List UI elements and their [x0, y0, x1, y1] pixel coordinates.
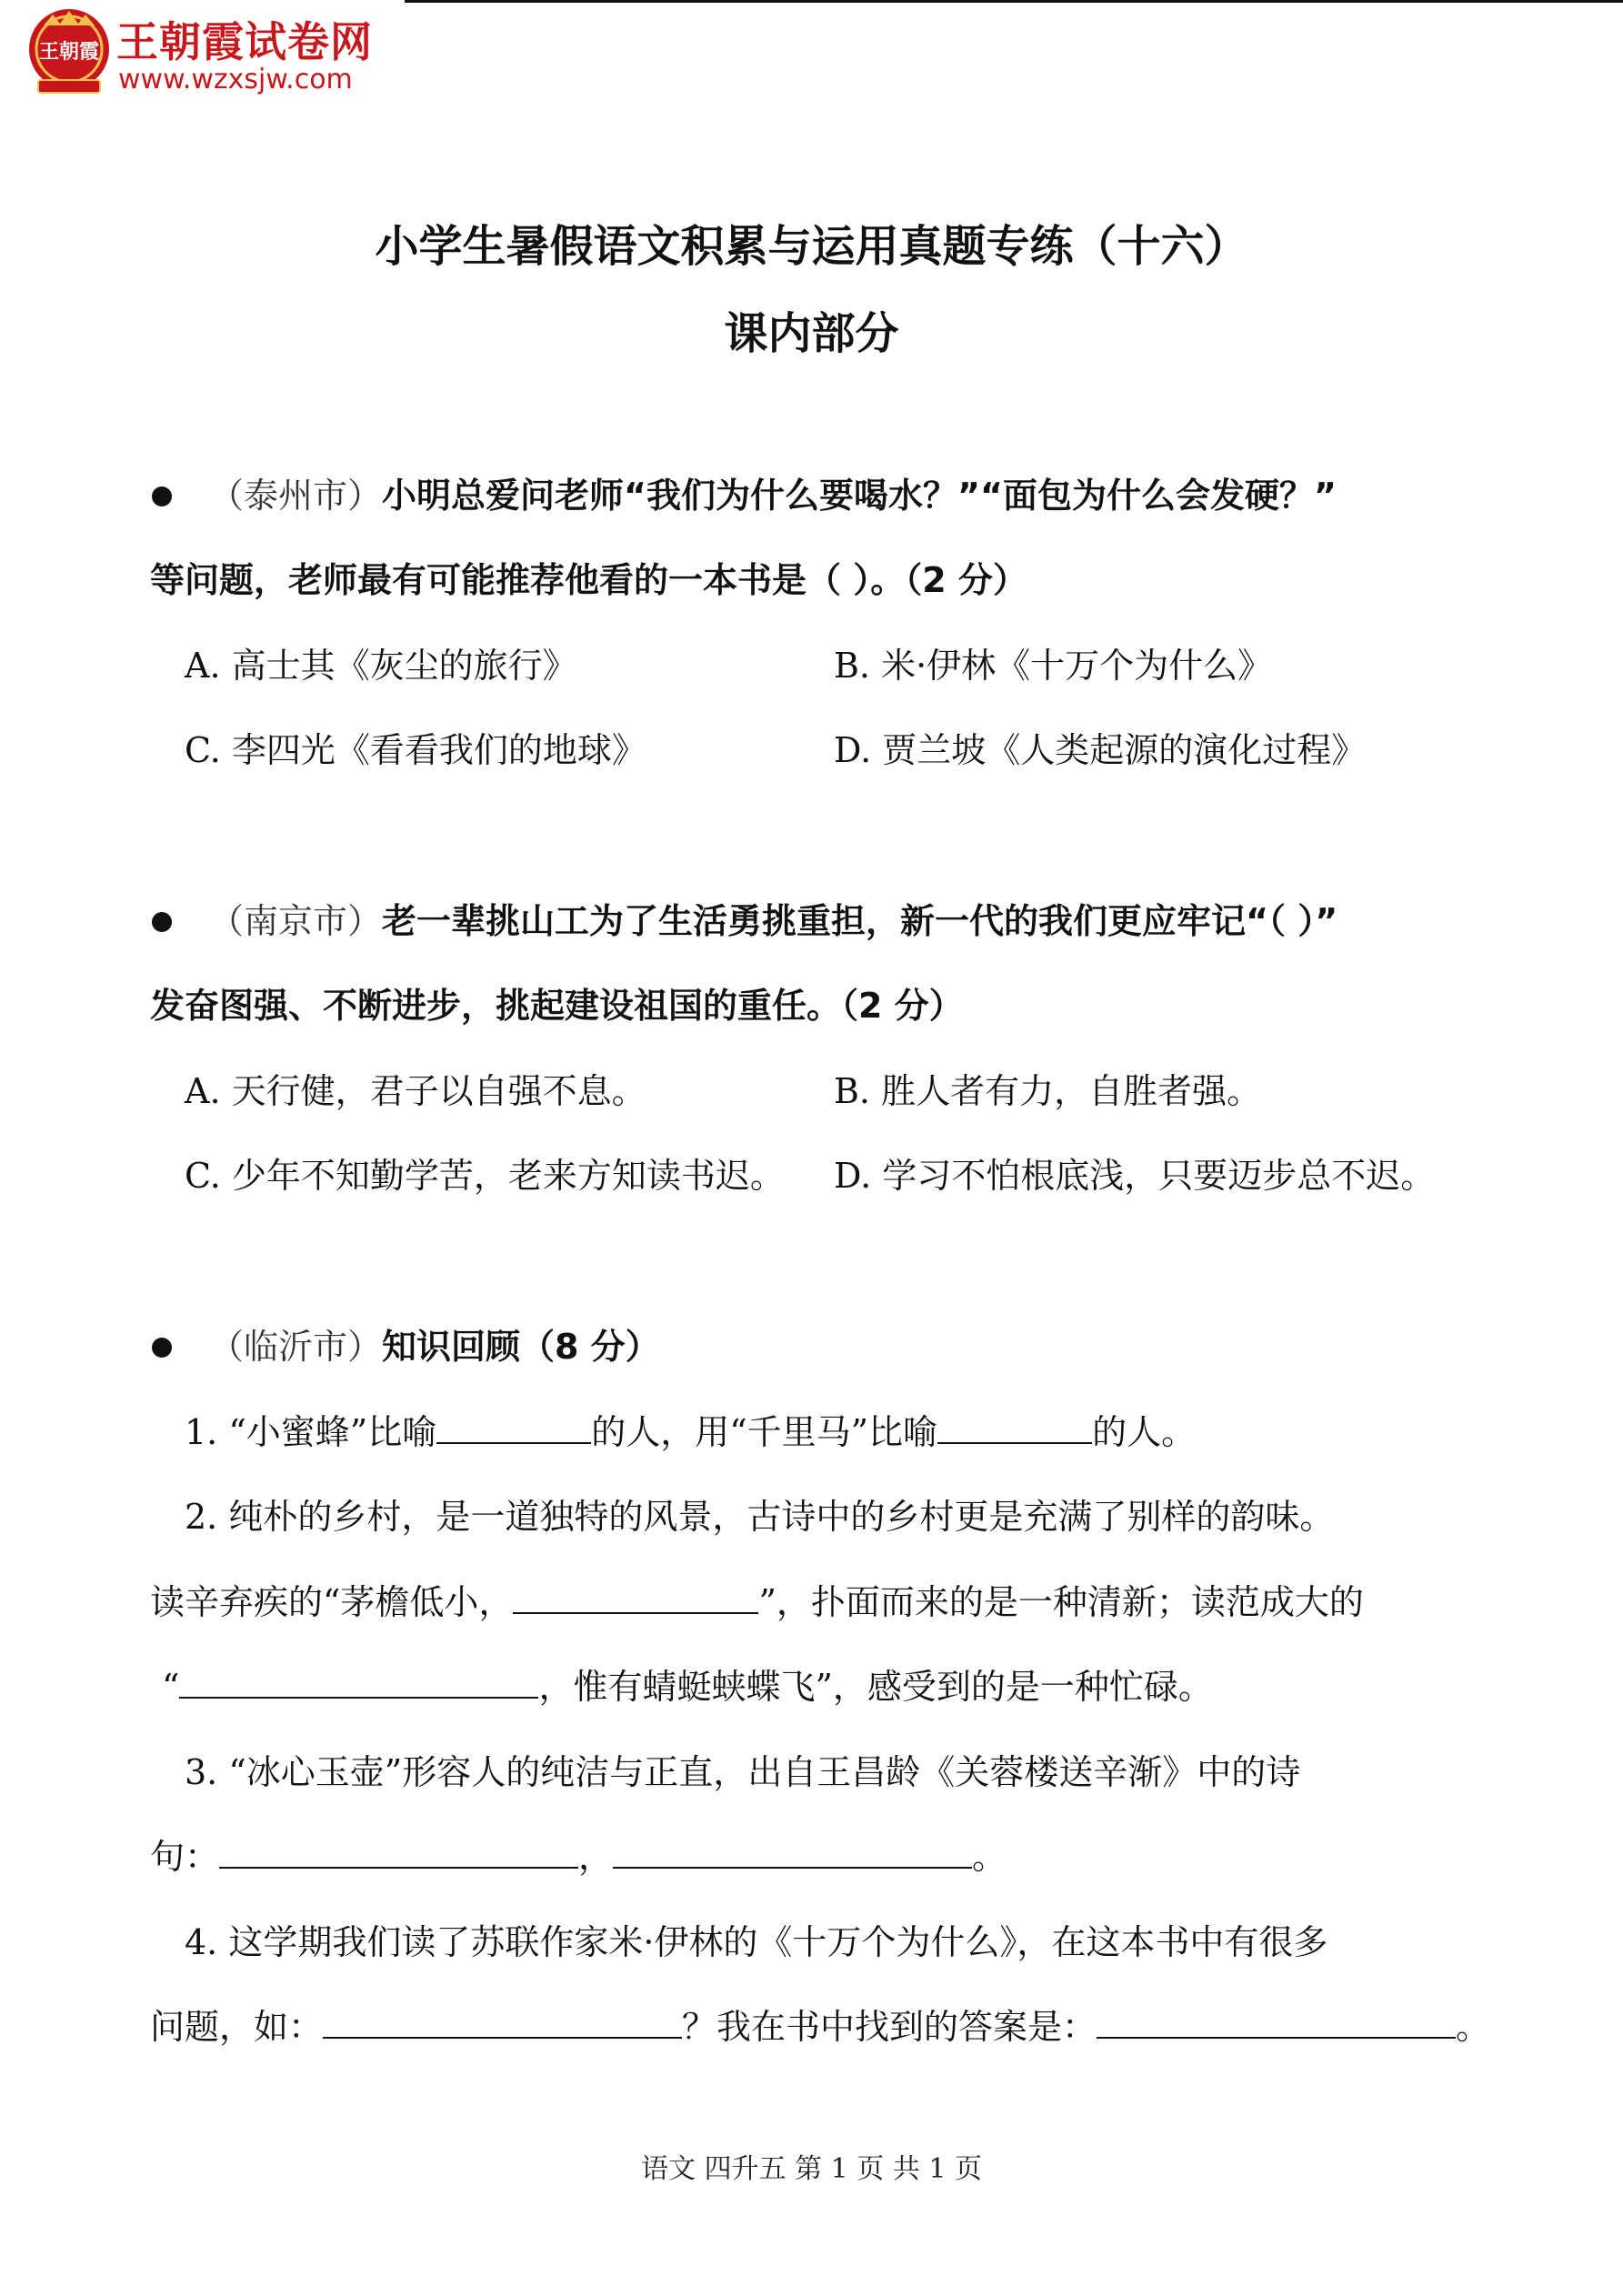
bullet-icon — [152, 1338, 172, 1358]
q2-option-c[interactable]: C. 少年不知勤学苦，老来方知读书迟。 — [185, 1156, 785, 1196]
q1-stem-1: 小明总爱问老师“我们为什么要喝水？”“面包为什么会发硬？” — [382, 476, 1337, 516]
q3-item4-text-b: ？我在书中找到的答案是： — [682, 2007, 1097, 2047]
q3-item1-text-b: 的人，用“千里马”比喻 — [591, 1412, 938, 1452]
q3-item3-text-a: 句： — [150, 1837, 220, 1877]
q3-item3-line2 — [150, 1834, 1007, 1880]
q3-item2-text-a: 读辛弃疾的“茅檐低小， — [150, 1582, 514, 1622]
q1-line1 — [209, 473, 1337, 518]
q2-stem-1: 老一辈挑山工为了生活勇挑重担，新一代的我们更应牢记“（ ）” — [382, 901, 1338, 941]
q2-option-a[interactable]: A. 天行健，君子以自强不息。 — [185, 1071, 646, 1111]
q2-option-d[interactable]: D. 学习不怕根底浅，只要迈步总不迟。 — [834, 1156, 1436, 1196]
q1-stem-2: 等问题，老师最有可能推荐他看的一本书是（ ）。（2 分） — [150, 560, 1027, 600]
q3-item2-line2 — [150, 1579, 1364, 1625]
q3-item4-text-a: 问题，如： — [150, 2007, 324, 2047]
q3-item3-line1: 3. “冰心玉壶”形容人的纯洁与正直，出自王昌龄《关蓉楼送辛渐》中的诗 — [185, 1752, 1301, 1792]
page-subtitle: 课内部分 — [724, 308, 899, 359]
q2-line1 — [209, 898, 1337, 944]
answer-blank[interactable] — [513, 1581, 758, 1614]
site-name: 王朝霞试卷网 — [116, 17, 373, 66]
q3-item2-text-c: “ — [162, 1667, 180, 1707]
page-title: 小学生暑假语文积累与运用真题专练（十六） — [375, 221, 1248, 272]
q1-option-b[interactable]: B. 米·伊林《十万个为什么》 — [834, 646, 1273, 686]
answer-blank[interactable] — [219, 1836, 578, 1869]
q1-option-d[interactable]: D. 贾兰坡《人类起源的演化过程》 — [834, 730, 1367, 770]
q2-stem-2: 发奋图强、不断进步，挑起建设祖国的重任。（2 分） — [150, 986, 964, 1026]
answer-blank[interactable] — [436, 1411, 591, 1444]
q3-item4-line1: 4. 这学期我们读了苏联作家米·伊林的《十万个为什么》，在这本书中有很多 — [185, 1922, 1328, 1962]
emblem-text: 王朝霞 — [38, 41, 100, 64]
answer-blank[interactable] — [179, 1666, 538, 1699]
header-rule — [405, 0, 1623, 3]
answer-blank[interactable] — [613, 1836, 972, 1869]
q3-line1 — [209, 1324, 660, 1369]
site-url[interactable]: www.wzxsjw.com — [118, 64, 353, 95]
q3-item2-line3 — [162, 1664, 1213, 1709]
q3-item3-text-b: ， — [578, 1837, 614, 1877]
answer-blank[interactable] — [1097, 2006, 1456, 2039]
q3-item1 — [185, 1409, 1196, 1455]
q3-item1-text-a: 1. “小蜜蜂”比喻 — [185, 1412, 437, 1452]
q3-item2-text-b: ”，扑面而来的是一种清新；读范成大的 — [758, 1582, 1364, 1622]
q1-option-c[interactable]: C. 李四光《看看我们的地球》 — [185, 730, 646, 770]
q3-stem: 知识回顾（8 分） — [382, 1327, 660, 1367]
q3-item3-text-c: 。 — [972, 1837, 1007, 1877]
q3-item1-text-c: 的人。 — [1092, 1412, 1197, 1452]
q3-item2-text-d: ，惟有蜻蜓蛱蝶飞”，感受到的是一种忙碌。 — [538, 1667, 1213, 1707]
answer-blank[interactable] — [937, 1411, 1092, 1444]
page-footer: 语文 四升五 第 1 页 共 1 页 — [641, 2153, 982, 2185]
q1-option-a[interactable]: A. 高士其《灰尘的旅行》 — [185, 646, 577, 686]
q3-item4-line2 — [150, 2004, 1490, 2050]
bullet-icon — [152, 912, 172, 932]
emblem-icon — [25, 7, 113, 95]
q1-source: （泰州市） — [209, 476, 383, 516]
answer-blank[interactable] — [323, 2006, 682, 2039]
q2-source: （南京市） — [209, 901, 383, 941]
bullet-icon — [152, 486, 172, 506]
q2-option-b[interactable]: B. 胜人者有力，自胜者强。 — [834, 1071, 1262, 1111]
q3-item4-text-c: 。 — [1456, 2007, 1491, 2047]
site-logo[interactable] — [25, 7, 407, 107]
q3-source: （临沂市） — [209, 1327, 383, 1367]
q3-item2-line1: 2. 纯朴的乡村，是一道独特的风景，古诗中的乡村更是充满了别样的韵味。 — [185, 1497, 1335, 1537]
